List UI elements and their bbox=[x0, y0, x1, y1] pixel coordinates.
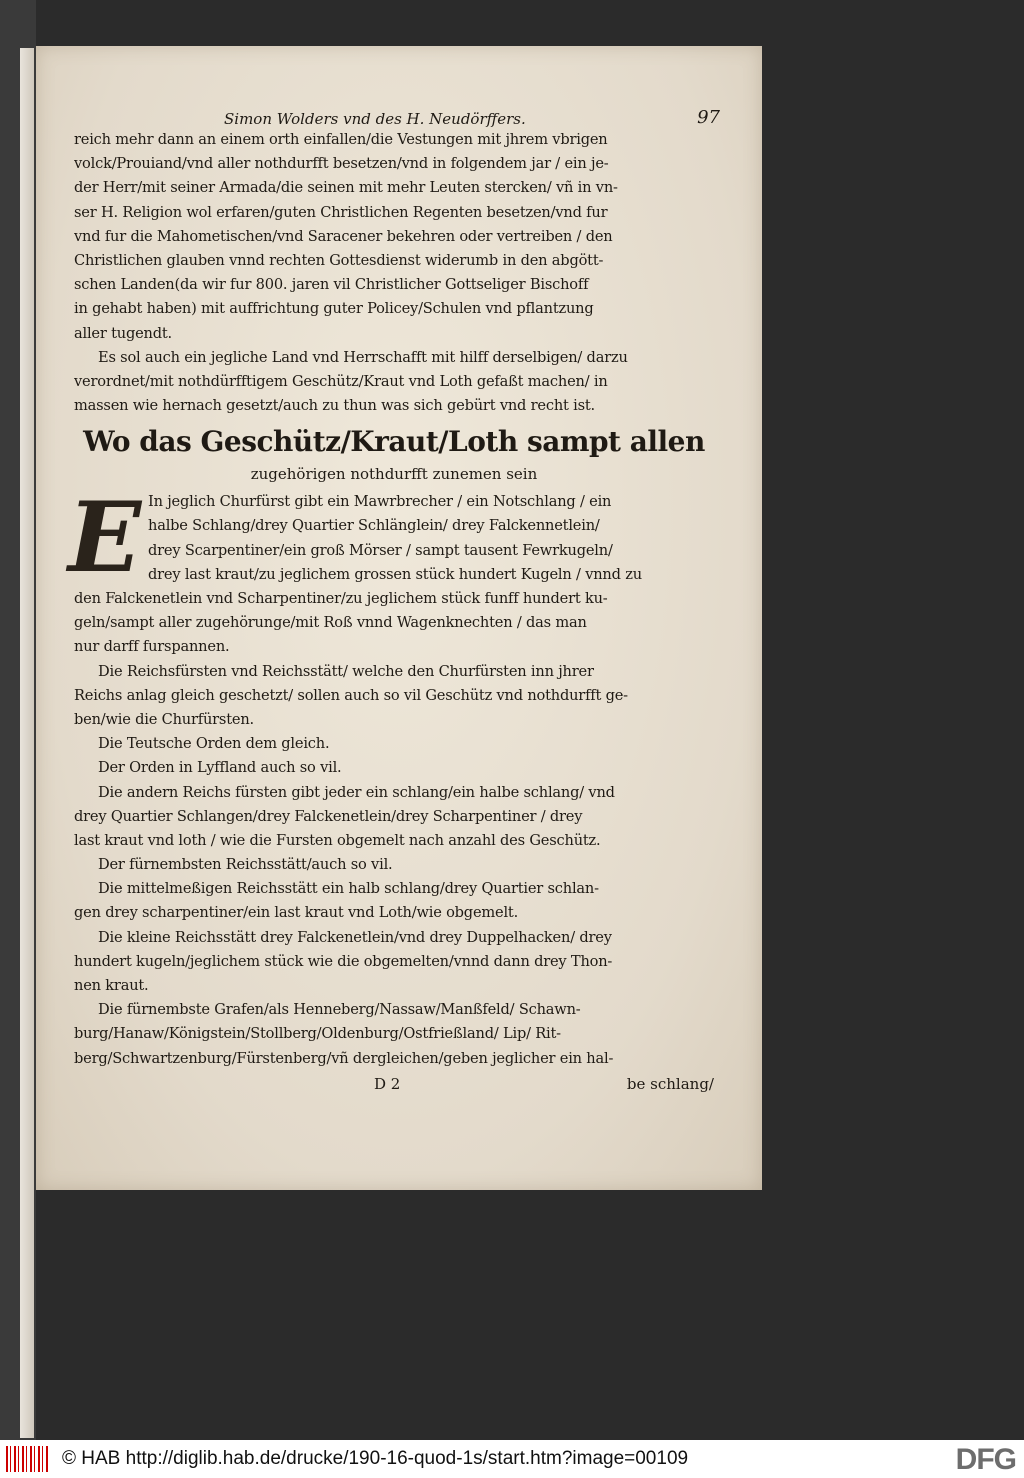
text-line: in gehabt haben) mit auffrichtung guter Policey/Schulen vnd pflantzung bbox=[74, 300, 594, 318]
text-line: nen kraut. bbox=[74, 977, 149, 994]
text-line: Reichs anlag gleich geschetzt/ sollen auch so vil Geschütz vnd nothdurfft ge- bbox=[74, 686, 628, 704]
text-line: volck/Prouiand/vnd aller nothdurfft besetzen/vnd in folgendem jar / ein je- bbox=[74, 155, 609, 173]
text-line: Christlichen glauben vnnd rechten Gottesdienst widerumb in den abgött- bbox=[74, 251, 604, 269]
section-heading: Wo das Geschütz/Kraut/Loth sampt allen bbox=[83, 425, 705, 459]
text-line: ben/wie die Churfürsten. bbox=[74, 710, 254, 728]
page-text-block bbox=[68, 104, 720, 1097]
text-line: Der fürnembsten Reichsstätt/auch so vil. bbox=[98, 856, 393, 874]
text-line: vnd fur die Mahometischen/vnd Saracener bekehren oder vertreiben / den bbox=[74, 227, 613, 245]
credit-url[interactable]: © HAB http://diglib.hab.de/drucke/190-16-quod-1s/start.htm?image=00109 bbox=[62, 1448, 689, 1469]
text-line: aller tugendt. bbox=[74, 324, 172, 342]
folio-number: 97 bbox=[697, 107, 720, 128]
text-line: Die kleine Reichsstätt drey Falckenetlein/vnd drey Duppelhacken/ drey bbox=[98, 928, 612, 946]
viewer-left-strip bbox=[0, 0, 36, 1440]
text-line: Die Teutsche Orden dem gleich. bbox=[98, 735, 330, 753]
text-line: gen drey scharpentiner/ein last kraut vnd Loth/wie obgemelt. bbox=[74, 904, 519, 922]
scanned-page bbox=[36, 46, 762, 1190]
text-line: drey Quartier Schlangen/drey Falckenetlein/drey Scharpentiner / drey bbox=[74, 807, 583, 825]
text-line: Die Reichsfürsten vnd Reichsstätt/ welche den Churfürsten inn jhrer bbox=[98, 662, 594, 680]
signature-mark: D 2 bbox=[374, 1074, 401, 1093]
text-line: Der Orden in Lyffland auch so vil. bbox=[98, 759, 342, 777]
text-line: reich mehr dann an einem orth einfallen/die Vestungen mit jhrem vbrigen bbox=[74, 131, 608, 148]
text-line: ser H. Religion wol erfaren/guten Christlichen Regenten besetzen/vnd fur bbox=[74, 203, 608, 221]
decorated-initial: E bbox=[68, 481, 142, 595]
text-line: verordnet/mit nothdürfftigem Geschütz/Kraut vnd Loth gefaßt machen/ in bbox=[74, 372, 608, 390]
text-line: Die andern Reichs fürsten gibt jeder ein schlang/ein halbe schlang/ vnd bbox=[98, 783, 615, 801]
text-line: schen Landen(da wir fur 800. jaren vil Christlicher Gottseliger Bischoff bbox=[74, 276, 589, 294]
text-line: In jeglich Churfürst gibt ein Mawrbrecher / ein Notschlang / ein bbox=[148, 493, 612, 511]
credit-bar bbox=[0, 1440, 1024, 1478]
text-line: drey Scarpentiner/ein groß Mörser / sampt tausent Fewrkugeln/ bbox=[148, 541, 613, 559]
text-line: halbe Schlang/drey Quartier Schlänglein/ drey Falckennetlein/ bbox=[148, 517, 600, 535]
text-line: berg/Schwartzenburg/Fürstenberg/vñ dergleichen/geben jeglicher ein hal- bbox=[74, 1049, 614, 1067]
paragraph-2 bbox=[74, 346, 714, 419]
catchword: be schlang/ bbox=[626, 1074, 714, 1093]
paragraph-mittel bbox=[74, 877, 714, 925]
text-line: massen wie hernach gesetzt/auch zu thun was sich gebürt vnd recht ist. bbox=[74, 397, 595, 415]
adjacent-page-edge bbox=[20, 48, 34, 1438]
page-footer bbox=[74, 1071, 714, 1097]
paragraph-andern bbox=[74, 781, 714, 854]
running-head-title: Simon Wolders vnd des H. Neudörffers. bbox=[224, 110, 526, 128]
text-line: last kraut vnd loth / wie die Fursten obgemelt nach anzahl des Geschütz. bbox=[74, 831, 601, 849]
text-line: der Herr/mit seiner Armada/die seinen mit mehr Leuten stercken/ vñ in vn- bbox=[74, 179, 618, 197]
text-line: den Falckenetlein vnd Scharpentiner/zu jeglichem stück funff hundert ku- bbox=[74, 590, 608, 607]
barcode-icon bbox=[6, 1446, 50, 1472]
text-line: Die mittelmeßigen Reichsstätt ein halb schlang/drey Quartier schlan- bbox=[98, 880, 599, 898]
text-line: Es sol auch ein jegliche Land vnd Herrschafft mit hilff derselbigen/ darzu bbox=[98, 348, 628, 366]
text-line: geln/sampt aller zugehörunge/mit Roß vnnd Wagenknechten / das man bbox=[74, 614, 587, 632]
paragraph-kleine bbox=[74, 926, 714, 999]
dfg-logo: DFG bbox=[955, 1443, 1016, 1476]
text-line: nur darff furspannen. bbox=[74, 638, 230, 656]
section-subheading: zugehörigen nothdurfft zunemen sein bbox=[250, 465, 538, 484]
text-line: burg/Hanaw/Königstein/Stollberg/Oldenburg/Ostfrießland/ Lip/ Rit- bbox=[74, 1025, 561, 1043]
initial-paragraph bbox=[68, 481, 714, 659]
text-line: drey last kraut/zu jeglichem grossen stück hundert Kugeln / vnnd zu bbox=[148, 565, 642, 583]
text-line: hundert kugeln/jeglichem stück wie die obgemelten/vnnd dann drey Thon- bbox=[74, 952, 613, 970]
paragraph-reichsfuersten bbox=[74, 660, 714, 733]
paragraph-1 bbox=[74, 128, 714, 346]
paragraph-grafen bbox=[74, 998, 714, 1071]
running-head bbox=[224, 104, 720, 128]
text-line: Die fürnembste Grafen/als Henneberg/Nassaw/Manßfeld/ Schawn- bbox=[98, 1001, 581, 1019]
